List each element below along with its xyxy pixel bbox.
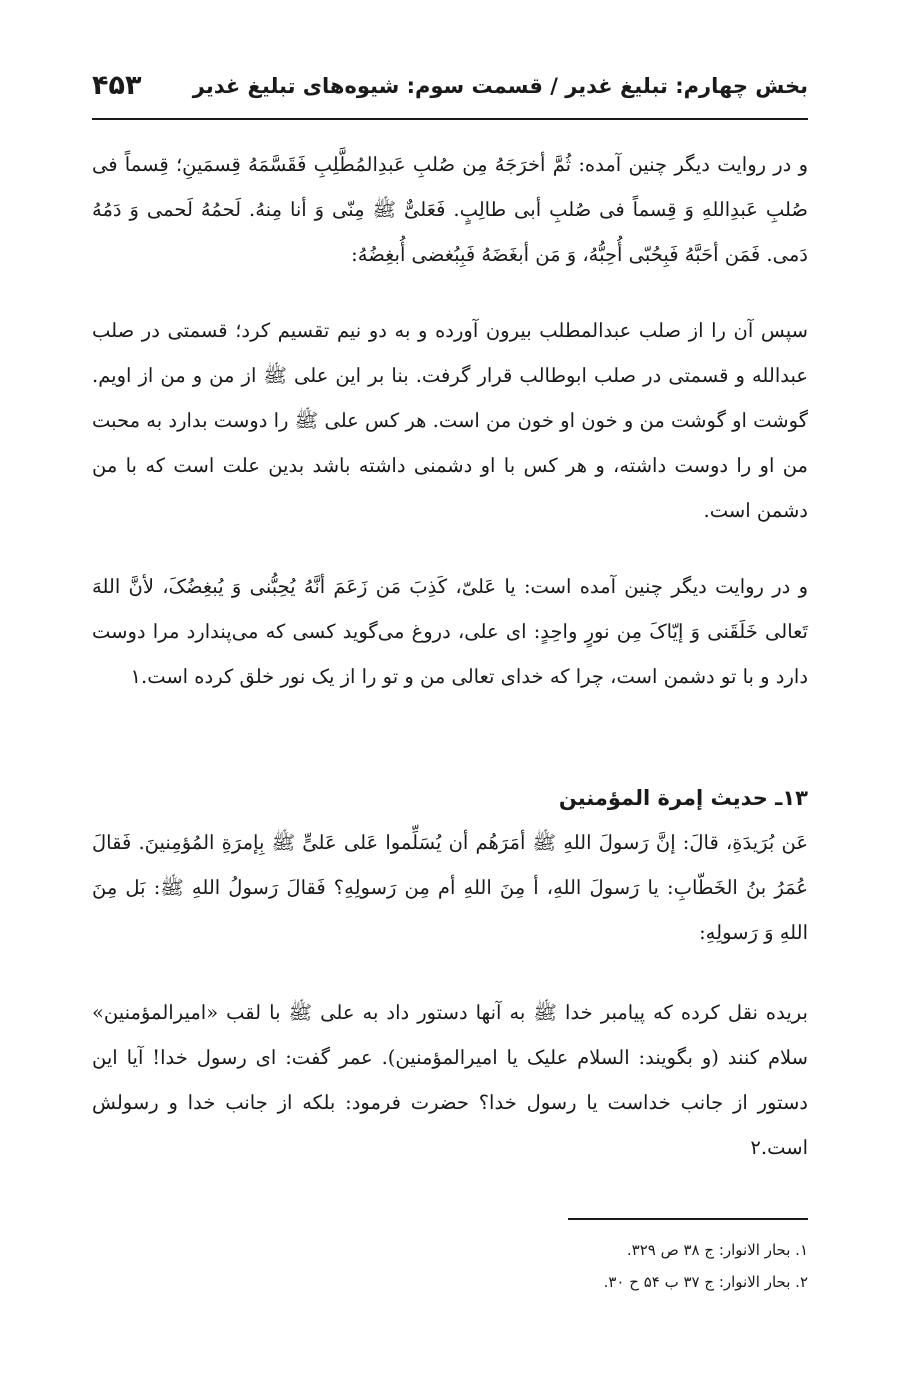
- footnotes: [92, 1234, 808, 1298]
- paragraph-2-block: [92, 308, 808, 533]
- paragraph-1: و در روایت دیگر چنین آمده: ثُمَّ أخرَجَهُ مِن صُلبِ عَبدِالمُطَّلِبِ فَقَسَّمَهُ قِسمَینِ؛ قِسماً فی صُلبِ عَبدِاللهِ وَ قِسماً فی صُلبِ أبی طالِبٍ. فَعَلیٌّ ﷺ مِنّی وَ أنا مِنهُ. لَحمُهُ لَحمی وَ دَمُهُ دَمی. فَمَن أحَبَّهُ فَبِحُبّی أُحِبُّهُ، وَ مَن أبغَضَهُ فَبِبُغضی أُبغِضُهُ:: [92, 153, 808, 266]
- footnote-1: ۱. بحار الانوار: ج ۳۸ ص ۳۲۹.: [626, 1241, 808, 1259]
- section-heading: ۱۳ـ حدیث إمرة المؤمنین: [558, 786, 808, 810]
- paragraph-1-block: [92, 142, 808, 277]
- paragraph-4: عَن بُرَیدَةِ، قالَ: إنَّ رَسولَ اللهِ ﷺ أمَرَهُم أن یُسَلِّموا عَلی عَلیٍّ ﷺ بِإمرَةِ المُؤمِنینَ. فَقالَ عُمَرُ بنُ الخَطّابِ: یا رَسولَ اللهِ، أ مِنَ اللهِ أم مِن رَسولِهِ؟ فَقالَ رَسولُ اللهِ ﷺ: بَل مِنَ اللهِ وَ رَسولِهِ:: [92, 831, 808, 944]
- paragraph-5-block: [92, 990, 808, 1170]
- paragraph-2: سپس آن را از صلب عبدالمطلب بیرون آورده و به دو نیم تقسیم کرد؛ قسمتی در صلب عبدالله و قسمتی در صلب ابوطالب قرار گرفت. بنا بر این علی ﷺ از من و من از اویم. گوشت او گوشت من و خون او خون من است. هر کس علی ﷺ را دوست بدارد به محبت من او را دوست داشته، و هر کس با او دشمنی داشته باشد بدین علت است که با من دشمن است.: [92, 319, 809, 522]
- paragraph-3: و در روایت دیگر چنین آمده است: یا عَلیّ، کَذِبَ مَن زَعَمَ أنَّهُ یُحِبُّنی وَ یُبغِضُکَ، لأنَّ اللهَ تَعالی خَلَقَنی وَ إیّاکَ مِن نورٍ واحِدٍ: ای علی، دروغ می‌گوید کسی که می‌پندارد مرا دوست دارد و با تو دشمن است، چرا که خدای تعالی من و تو را از یک نور خلق کرده است.۱: [92, 575, 808, 688]
- header-divider: [92, 118, 808, 120]
- footnote-divider: [568, 1218, 808, 1220]
- page-header: [92, 70, 808, 114]
- paragraph-3-block: [92, 564, 808, 699]
- page-number: ۴۵۳: [92, 70, 142, 101]
- running-title: بخش چهارم: تبلیغ غدیر / قسمت سوم: شیوه‌های تبلیغ غدیر: [192, 74, 808, 98]
- paragraph-4-block: [92, 820, 808, 955]
- paragraph-5: بریده نقل کرده که پیامبر خدا ﷺ به آنها دستور داد به علی ﷺ با لقب «امیرالمؤمنین» سلام کنند (و بگویند: السلام علیک یا امیرالمؤمنین). عمر گفت: ای رسول خدا! آیا این دستور از جانب خداست یا رسول خدا؟ حضرت فرمود: بلکه از جانب خدا و رسولش است.۲: [92, 1001, 808, 1159]
- footnote-2: ۲. بحار الانوار: ج ۳۷ ب ۵۴ ح ۳۰.: [603, 1273, 808, 1291]
- section-heading-block: [92, 786, 808, 810]
